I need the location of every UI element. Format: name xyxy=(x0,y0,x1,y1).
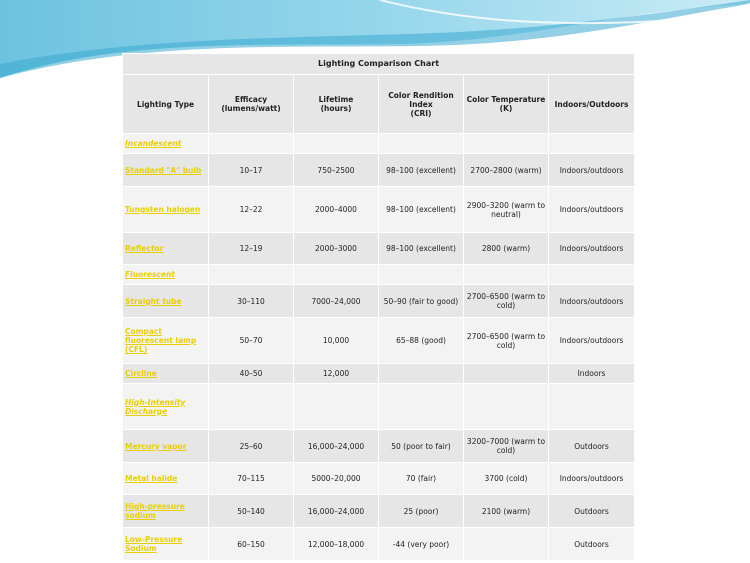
chart-title: Lighting Comparison Chart xyxy=(123,54,635,75)
table-row xyxy=(123,233,635,265)
cri-cell: 50 (poor to fair) xyxy=(379,430,464,463)
location-cell: Indoors/outdoors xyxy=(549,318,635,364)
lifetime-cell: 7000–24,000 xyxy=(294,285,379,318)
lighting-type-link[interactable]: Incandescent xyxy=(123,134,209,154)
location-cell xyxy=(549,384,635,430)
lighting-type-link[interactable]: High-Intensity Discharge xyxy=(123,384,209,430)
cri-cell: 70 (fair) xyxy=(379,463,464,495)
efficacy-cell: 60–150 xyxy=(209,528,294,561)
lighting-type-link[interactable]: Straight tube xyxy=(123,285,209,318)
efficacy-cell: 30–110 xyxy=(209,285,294,318)
cri-cell: -44 (very poor) xyxy=(379,528,464,561)
lifetime-cell: 5000–20,000 xyxy=(294,463,379,495)
location-cell: Outdoors xyxy=(549,528,635,561)
color-temperature-cell xyxy=(464,134,549,154)
cri-cell: 98–100 (excellent) xyxy=(379,233,464,265)
cri-cell xyxy=(379,384,464,430)
cri-cell: 98–100 (excellent) xyxy=(379,154,464,187)
lighting-type-link[interactable]: Low-Pressure Sodium xyxy=(123,528,209,561)
color-temperature-cell: 2800 (warm) xyxy=(464,233,549,265)
location-cell: Indoors/outdoors xyxy=(549,285,635,318)
lighting-type-link[interactable]: Fluorescent xyxy=(123,265,209,285)
lifetime-cell xyxy=(294,265,379,285)
table-row xyxy=(123,187,635,233)
category-row xyxy=(123,134,635,154)
location-cell: Indoors/outdoors xyxy=(549,233,635,265)
table-row xyxy=(123,364,635,384)
location-cell: Indoors xyxy=(549,364,635,384)
color-temperature-cell xyxy=(464,384,549,430)
color-temperature-cell: 2900–3200 (warm to neutral) xyxy=(464,187,549,233)
category-row xyxy=(123,265,635,285)
column-header-efficacy: Efficacy (lumens/watt) xyxy=(209,75,294,134)
efficacy-cell: 25–60 xyxy=(209,430,294,463)
lifetime-cell: 10,000 xyxy=(294,318,379,364)
lifetime-cell: 750–2500 xyxy=(294,154,379,187)
lighting-comparison-table xyxy=(122,53,635,561)
efficacy-cell: 40–50 xyxy=(209,364,294,384)
category-row xyxy=(123,384,635,430)
efficacy-cell xyxy=(209,134,294,154)
lifetime-cell xyxy=(294,134,379,154)
color-temperature-cell: 3700 (cold) xyxy=(464,463,549,495)
location-cell: Outdoors xyxy=(549,495,635,528)
color-temperature-cell xyxy=(464,364,549,384)
cri-cell: 50–90 (fair to good) xyxy=(379,285,464,318)
location-cell: Outdoors xyxy=(549,430,635,463)
table-row xyxy=(123,285,635,318)
efficacy-cell: 12–19 xyxy=(209,233,294,265)
lifetime-cell: 2000–4000 xyxy=(294,187,379,233)
color-temperature-cell: 2700–6500 (warm to cold) xyxy=(464,285,549,318)
lighting-type-link[interactable]: High-pressure sodium xyxy=(123,495,209,528)
color-temperature-cell: 2100 (warm) xyxy=(464,495,549,528)
lifetime-cell: 16,000–24,000 xyxy=(294,430,379,463)
color-temperature-cell xyxy=(464,265,549,285)
cri-cell xyxy=(379,134,464,154)
table-row xyxy=(123,154,635,187)
table-row xyxy=(123,528,635,561)
location-cell xyxy=(549,265,635,285)
color-temperature-cell: 3200–7000 (warm to cold) xyxy=(464,430,549,463)
cri-cell xyxy=(379,364,464,384)
lighting-type-link[interactable]: Metal halide xyxy=(123,463,209,495)
table-row xyxy=(123,318,635,364)
column-header-location: Indoors/Outdoors xyxy=(549,75,635,134)
efficacy-cell: 10–17 xyxy=(209,154,294,187)
location-cell xyxy=(549,134,635,154)
color-temperature-cell xyxy=(464,528,549,561)
efficacy-cell: 12–22 xyxy=(209,187,294,233)
lifetime-cell: 12,000–18,000 xyxy=(294,528,379,561)
cri-cell: 65–88 (good) xyxy=(379,318,464,364)
location-cell: Indoors/outdoors xyxy=(549,154,635,187)
lighting-type-link[interactable]: Standard "A" bulb xyxy=(123,154,209,187)
lifetime-cell: 16,000–24,000 xyxy=(294,495,379,528)
column-header-lifetime: Lifetime (hours) xyxy=(294,75,379,134)
lighting-type-link[interactable]: Circline xyxy=(123,364,209,384)
lifetime-cell xyxy=(294,384,379,430)
lifetime-cell: 2000–3000 xyxy=(294,233,379,265)
location-cell: Indoors/outdoors xyxy=(549,187,635,233)
efficacy-cell xyxy=(209,265,294,285)
location-cell: Indoors/outdoors xyxy=(549,463,635,495)
efficacy-cell: 50–140 xyxy=(209,495,294,528)
cri-cell xyxy=(379,265,464,285)
column-header-cri: Color Rendition Index (CRI) xyxy=(379,75,464,134)
color-temperature-cell: 2700–6500 (warm to cold) xyxy=(464,318,549,364)
lighting-type-link[interactable]: Tungsten halogen xyxy=(123,187,209,233)
lighting-type-link[interactable]: Mercury vapor xyxy=(123,430,209,463)
table-row xyxy=(123,430,635,463)
table-row xyxy=(123,463,635,495)
efficacy-cell xyxy=(209,384,294,430)
column-header-type: Lighting Type xyxy=(123,75,209,134)
efficacy-cell: 50–70 xyxy=(209,318,294,364)
efficacy-cell: 70–115 xyxy=(209,463,294,495)
color-temperature-cell: 2700–2800 (warm) xyxy=(464,154,549,187)
cri-cell: 98–100 (excellent) xyxy=(379,187,464,233)
lifetime-cell: 12,000 xyxy=(294,364,379,384)
lighting-type-link[interactable]: Compact fluorescent lamp (CFL) xyxy=(123,318,209,364)
column-header-temperature: Color Temperature (K) xyxy=(464,75,549,134)
table-row xyxy=(123,495,635,528)
lighting-type-link[interactable]: Reflector xyxy=(123,233,209,265)
cri-cell: 25 (poor) xyxy=(379,495,464,528)
